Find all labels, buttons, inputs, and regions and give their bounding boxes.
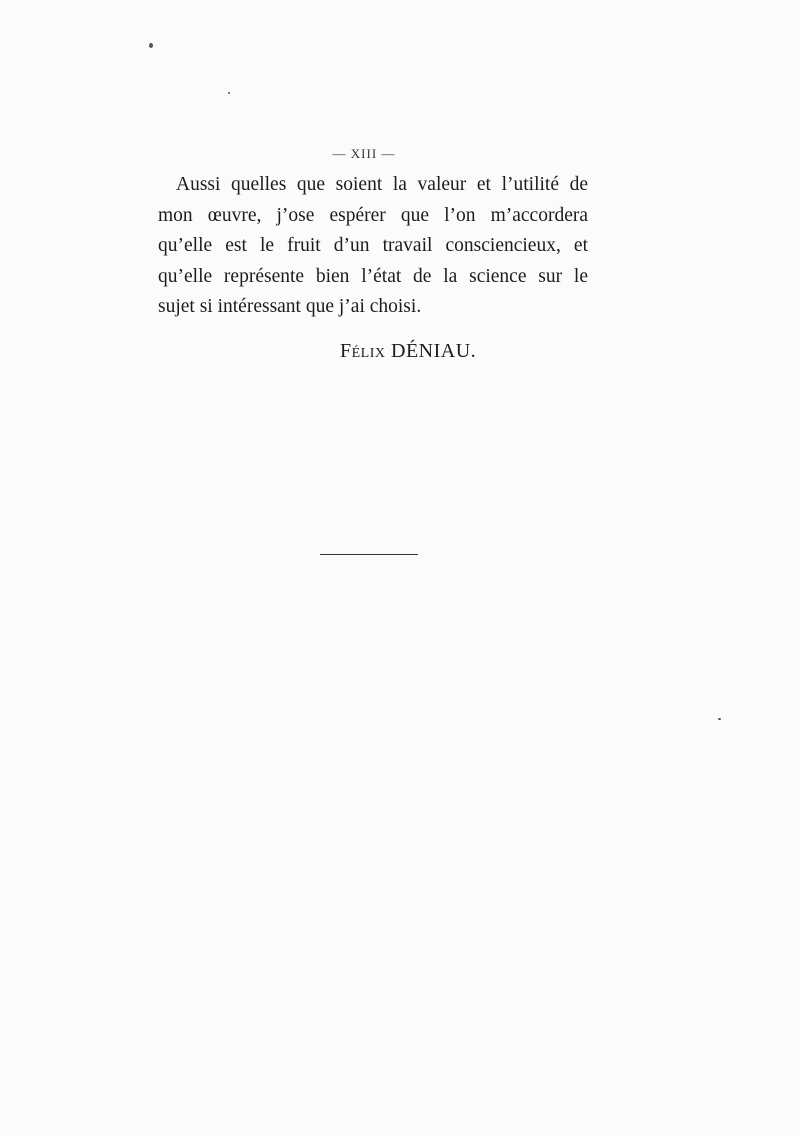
- paragraph-line: qu’elle représente bien l’état de la science sur le: [158, 265, 588, 287]
- paragraph-line: Aussi quelles que soient la valeur et l’utilité de: [176, 174, 588, 195]
- body-paragraph: [158, 170, 588, 323]
- paragraph-line: sujet si intéressant que j’ai choisi.: [158, 296, 422, 317]
- page-number: — XIII —: [332, 146, 396, 161]
- author-signature: [340, 340, 580, 363]
- section-divider-rule: [320, 554, 418, 555]
- paragraph-line: qu’elle est le fruit d’un travail consciencieux, et: [158, 235, 588, 256]
- author-first-name: Félix: [340, 340, 386, 362]
- paragraph-line: mon œuvre, j’ose espérer que l’on m’accordera: [158, 204, 588, 226]
- ink-speck: [149, 43, 153, 48]
- ink-speck: [228, 92, 230, 94]
- ink-speck: [718, 718, 721, 720]
- author-last-name: DÉNIAU.: [391, 340, 477, 362]
